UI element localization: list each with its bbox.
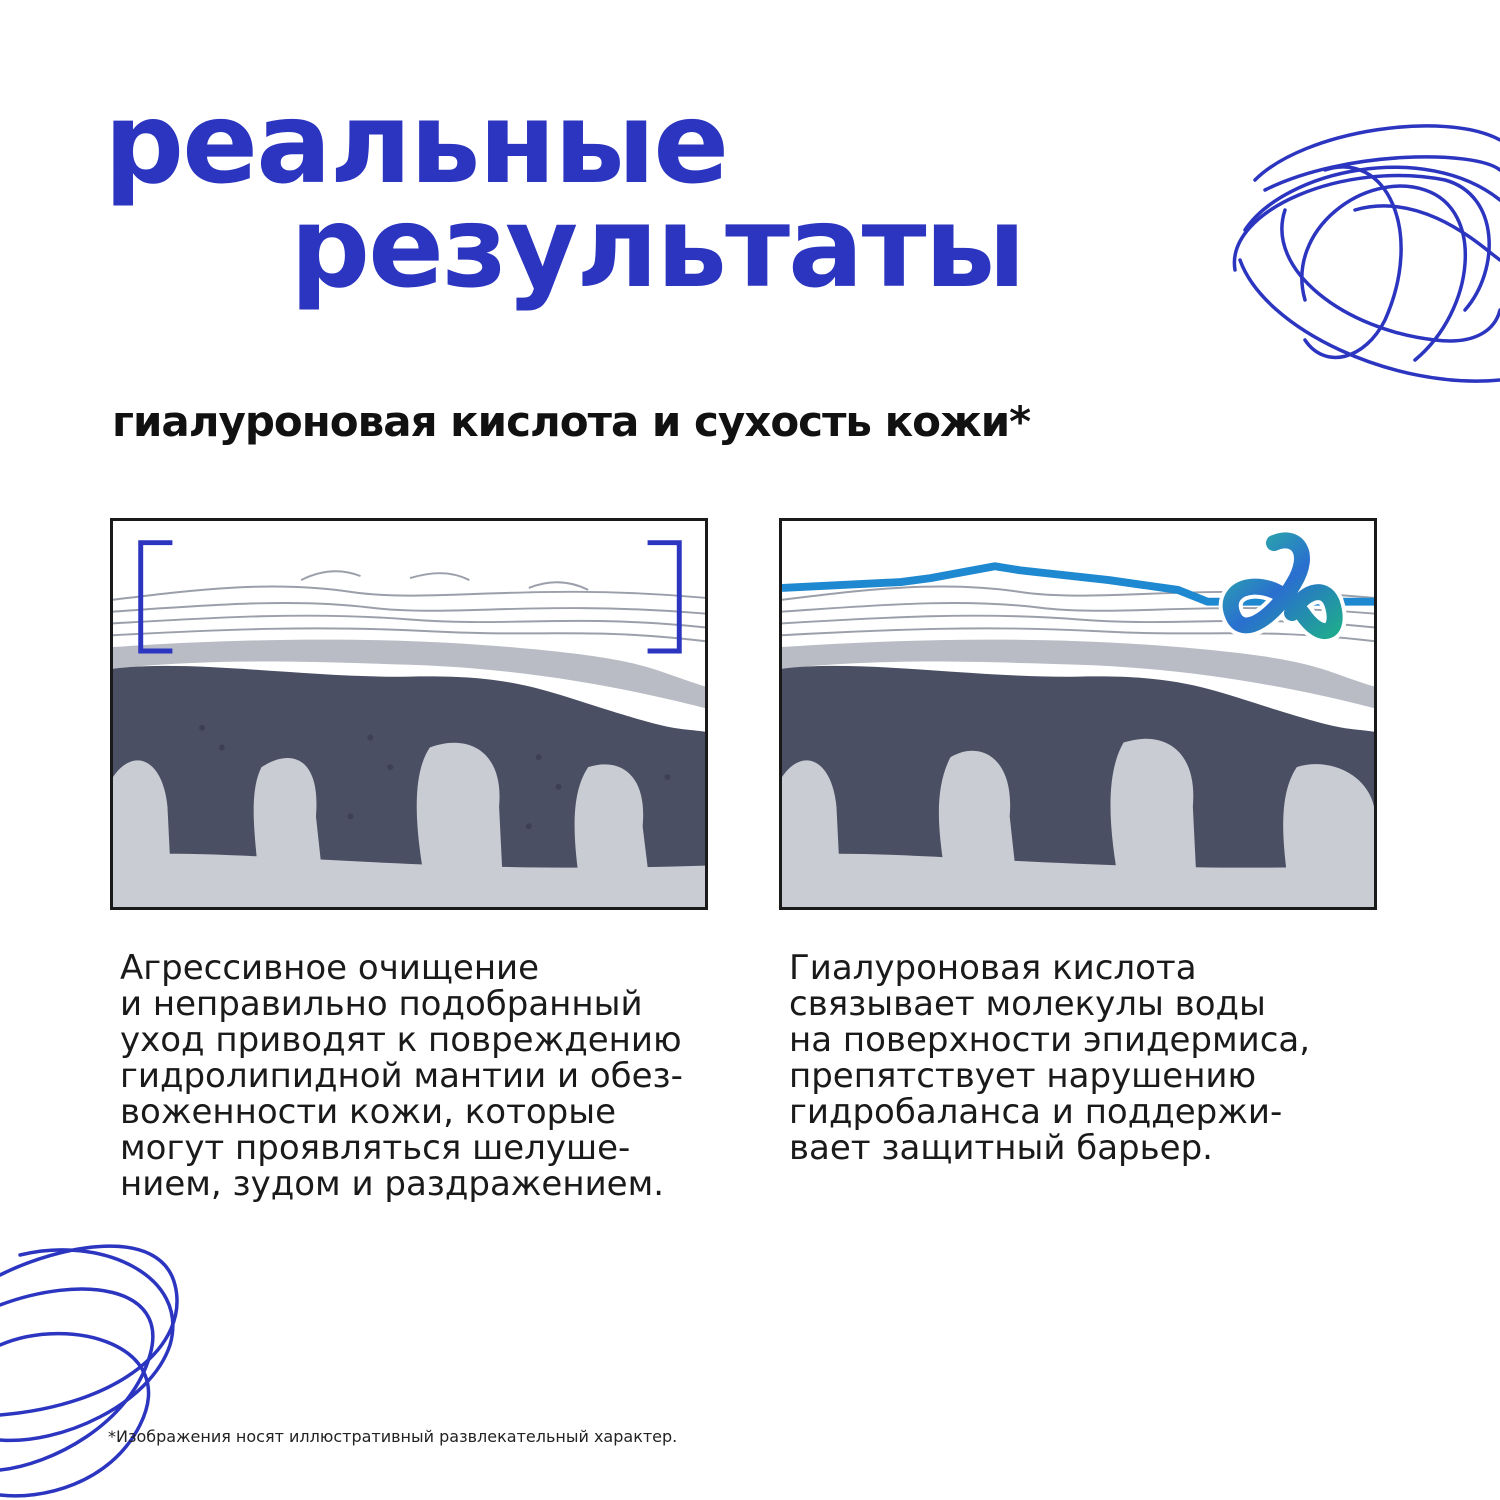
footnote: *Изображения носят иллюстративный развлекательный характер. xyxy=(108,1427,678,1446)
title-line-1: реальные xyxy=(104,79,728,209)
description-right: Гиалуроновая кислота связывает молекулы воды на поверхности эпидермиса, препятствует нарушению гидробаланса и поддержи- вает защитный барьер. xyxy=(789,948,1311,1168)
scribble-decoration-top-icon xyxy=(1225,110,1500,390)
description-left: Агрессивное очищение и неправильно подобранный уход приводят к повреждению гидролипидной мантии и обез- воженности кожи, которые могут проявляться шелуше- нием, зудом и раздражением. xyxy=(120,948,683,1204)
skin-image-before xyxy=(110,518,708,910)
scribble-decoration-bottom-icon xyxy=(0,1235,190,1500)
hyaluronic-molecule-icon xyxy=(1202,523,1362,671)
skin-micrograph-illustration xyxy=(113,521,705,907)
skin-image-after xyxy=(779,518,1377,910)
section-subtitle: гиалуроновая кислота и сухость кожи* xyxy=(112,397,1031,446)
title-line-2: результаты xyxy=(290,183,1024,313)
